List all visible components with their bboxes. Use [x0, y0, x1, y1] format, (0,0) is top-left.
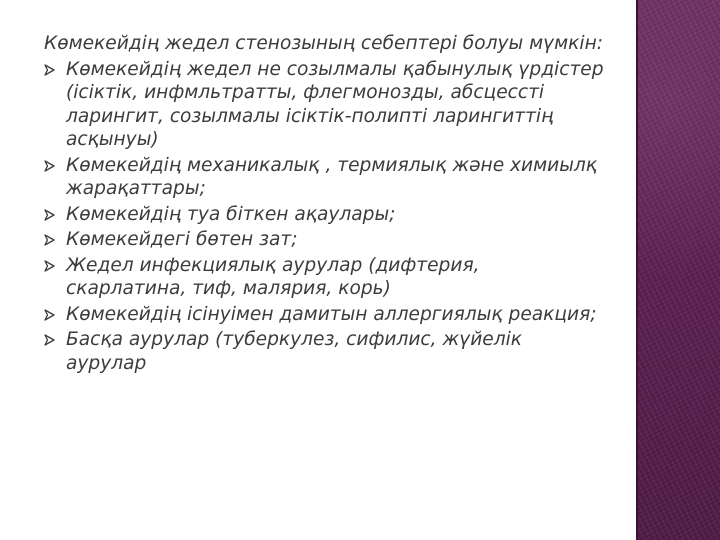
list-item-text: Көмекейдің жедел не созылмалы қабынулық үрдістер (ісіктік, инфмльтратты, флегмонозды, абсцессті ларингит, созылмалы ісіктік-полипті ларингиттің асқынуы) — [66, 58, 604, 150]
list-item-text: Жедел инфекциялық аурулар (дифтерия, скарлатина, тиф, малярия, корь) — [66, 254, 480, 299]
arrow-bullet-icon — [44, 209, 55, 221]
arrow-bullet-icon — [44, 334, 55, 346]
list-item-text: Көмекейдің механикалық , термиялық және химиылқ жарақаттары; — [66, 154, 598, 199]
list-item — [44, 203, 604, 227]
list-item-text: Көмекейдің ісінуімен дамитын аллергиялық реакция; — [66, 303, 597, 325]
list-item-text: Көмекейдің туа біткен ақаулары; — [66, 203, 396, 225]
list-item — [44, 228, 604, 252]
list-item-text: Көмекейдегі бөтен зат; — [66, 229, 298, 250]
list-item-text: Басқа аурулар (туберкулез, сифилис, жүйелік аурулар — [66, 329, 523, 374]
arrow-bullet-icon — [44, 260, 55, 272]
slide-content — [44, 32, 604, 377]
intro-text: Көмекейдің жедел стенозының себептері болуы мүмкін: — [44, 33, 603, 54]
arrow-bullet-icon — [44, 64, 55, 76]
list-item — [44, 328, 604, 375]
list-item — [44, 154, 604, 201]
list-item — [44, 303, 604, 327]
list-item — [44, 254, 604, 301]
decorative-side-band — [638, 0, 720, 540]
arrow-bullet-icon — [44, 234, 55, 246]
arrow-bullet-icon — [44, 160, 55, 172]
bullet-list — [44, 58, 604, 376]
arrow-bullet-icon — [44, 309, 55, 321]
list-item — [44, 58, 604, 152]
